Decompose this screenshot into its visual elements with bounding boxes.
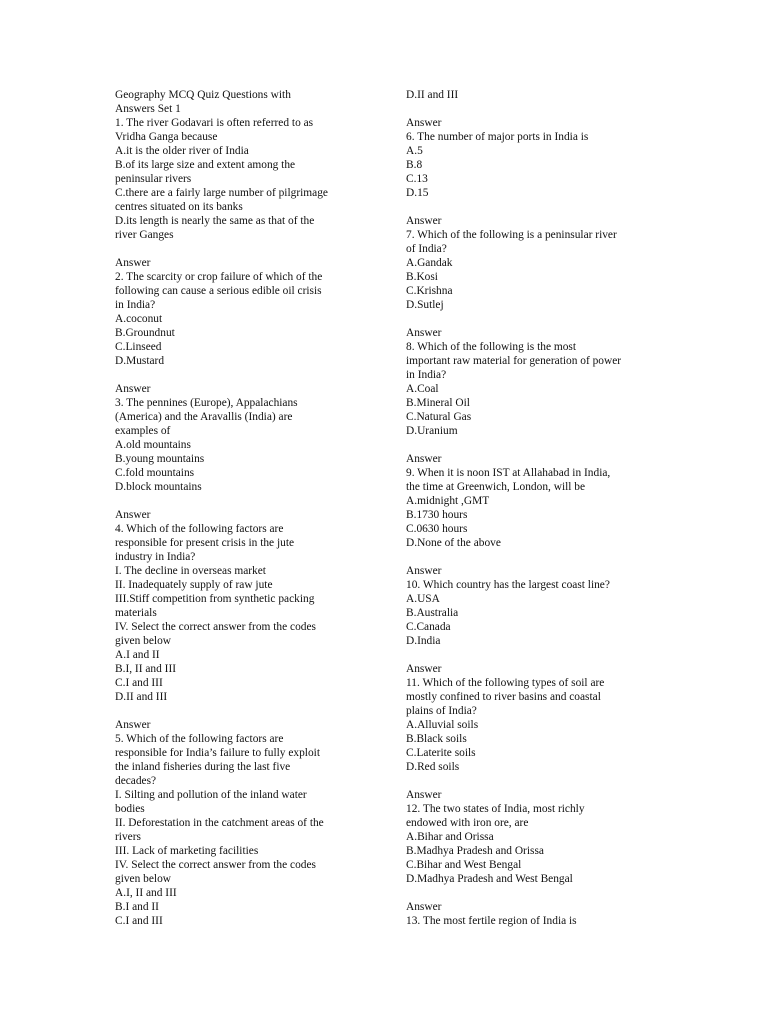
text-line: B.Groundnut <box>115 327 175 339</box>
text-line: D.Sutlej <box>406 299 444 311</box>
text-line: B.Kosi <box>406 271 438 283</box>
text-line: C.there are a fairly large number of pilgrimage <box>115 187 328 199</box>
text-line: C.Natural Gas <box>406 411 472 423</box>
text-line: 5. Which of the following factors are <box>115 733 284 745</box>
text-line: responsible for present crisis in the jute <box>115 537 295 549</box>
text-line: (America) and the Aravallis (India) are <box>115 411 293 423</box>
text-line: B.Mineral Oil <box>406 397 470 409</box>
answer-label: Answer <box>115 719 151 731</box>
text-line: important raw material for generation of power <box>406 355 622 367</box>
text-line: responsible for India’s failure to fully exploit <box>115 747 320 759</box>
text-line: D.its length is nearly the same as that of the <box>115 215 315 227</box>
blank-line <box>115 494 365 508</box>
blank-line <box>115 368 365 382</box>
text-line: D.II and III <box>406 89 459 101</box>
text-line: industry in India? <box>115 551 196 563</box>
text-line: Geography MCQ Quiz Questions with <box>115 89 291 101</box>
text-line: D.None of the above <box>406 537 501 549</box>
text-line: C.0630 hours <box>406 523 468 535</box>
text-line: IV. Select the correct answer from the codes <box>115 859 316 871</box>
answer-label: Answer <box>115 383 151 395</box>
text-line: II. Deforestation in the catchment areas of the <box>115 817 324 829</box>
text-line: D.15 <box>406 187 429 199</box>
answer-label: Answer <box>406 215 442 227</box>
text-line: D.Red soils <box>406 761 460 773</box>
text-line: B.1730 hours <box>406 509 468 521</box>
text-line: A.old mountains <box>115 439 191 451</box>
text-line: river Ganges <box>115 229 174 241</box>
text-line: B.Madhya Pradesh and Orissa <box>406 845 544 857</box>
text-line: 4. Which of the following factors are <box>115 523 284 535</box>
text-line: of India? <box>406 243 447 255</box>
text-line: given below <box>115 873 171 885</box>
answer-label: Answer <box>406 901 442 913</box>
text-line: 12. The two states of India, most richly <box>406 803 585 815</box>
text-line: C.Laterite soils <box>406 747 476 759</box>
text-line: in India? <box>115 299 156 311</box>
blank-line <box>406 312 658 326</box>
text-line: III.Stiff competition from synthetic packing <box>115 593 315 605</box>
blank-line <box>406 200 658 214</box>
text-line: C.13 <box>406 173 428 185</box>
text-line: given below <box>115 635 171 647</box>
text-line: C.Linseed <box>115 341 162 353</box>
text-line: 9. When it is noon IST at Allahabad in India, <box>406 467 611 479</box>
text-line: following can cause a serious edible oil crisis <box>115 285 322 297</box>
text-line: D.India <box>406 635 441 647</box>
blank-line <box>406 550 658 564</box>
text-line: B.young mountains <box>115 453 205 465</box>
text-line: 3. The pennines (Europe), Appalachians <box>115 397 298 409</box>
answer-label: Answer <box>406 327 442 339</box>
text-line: A.Bihar and Orissa <box>406 831 494 843</box>
text-line: B.Australia <box>406 607 459 619</box>
text-line: B.of its large size and extent among the <box>115 159 296 171</box>
text-line: 6. The number of major ports in India is <box>406 131 589 143</box>
text-line: the inland fisheries during the last five <box>115 761 291 773</box>
text-line: plains of India? <box>406 705 477 717</box>
text-line: 1. The river Godavari is often referred to as <box>115 117 314 129</box>
text-line: bodies <box>115 803 145 815</box>
answer-label: Answer <box>115 509 151 521</box>
right-text-column <box>406 88 658 928</box>
text-line: C.Krishna <box>406 285 453 297</box>
text-line: C.I and III <box>115 915 163 927</box>
text-line: 2. The scarcity or crop failure of which of the <box>115 271 323 283</box>
text-line: A.Alluvial soils <box>406 719 479 731</box>
text-line: B.Black soils <box>406 733 467 745</box>
text-line: IV. Select the correct answer from the codes <box>115 621 316 633</box>
text-line: D.block mountains <box>115 481 202 493</box>
text-line: B.I and II <box>115 901 159 913</box>
blank-line <box>406 648 658 662</box>
text-line: in India? <box>406 369 447 381</box>
text-line: Vridha Ganga because <box>115 131 218 143</box>
text-line: decades? <box>115 775 157 787</box>
text-line: centres situated on its banks <box>115 201 243 213</box>
text-line: A.I and II <box>115 649 160 661</box>
text-line: endowed with iron ore, are <box>406 817 529 829</box>
text-line: 13. The most fertile region of India is <box>406 915 577 927</box>
text-line: A.USA <box>406 593 440 605</box>
text-line: B.8 <box>406 159 423 171</box>
text-line: Answers Set 1 <box>115 103 181 115</box>
text-line: D.II and III <box>115 691 168 703</box>
text-line: D.Mustard <box>115 355 165 367</box>
text-line: materials <box>115 607 157 619</box>
text-line: A.Gandak <box>406 257 453 269</box>
text-line: B.I, II and III <box>115 663 177 675</box>
text-line: rivers <box>115 831 141 843</box>
blank-line <box>406 102 658 116</box>
text-line: A.midnight ,GMT <box>406 495 490 507</box>
answer-label: Answer <box>406 453 442 465</box>
text-line: A.Coal <box>406 383 439 395</box>
text-line: mostly confined to river basins and coastal <box>406 691 601 703</box>
text-line: II. Inadequately supply of raw jute <box>115 579 273 591</box>
text-line: C.Canada <box>406 621 451 633</box>
answer-label: Answer <box>406 565 442 577</box>
text-line: examples of <box>115 425 171 437</box>
text-line: peninsular rivers <box>115 173 192 185</box>
answer-label: Answer <box>115 257 151 269</box>
text-line: A.5 <box>406 145 423 157</box>
answer-label: Answer <box>406 663 442 675</box>
text-line: A.I, II and III <box>115 887 177 899</box>
text-line: 7. Which of the following is a peninsular river <box>406 229 617 241</box>
text-line: I. Silting and pollution of the inland water <box>115 789 307 801</box>
text-line: 8. Which of the following is the most <box>406 341 576 353</box>
text-line: A.coconut <box>115 313 163 325</box>
text-line: III. Lack of marketing facilities <box>115 845 259 857</box>
blank-line <box>406 438 658 452</box>
text-line: C.Bihar and West Bengal <box>406 859 522 871</box>
text-line: C.fold mountains <box>115 467 195 479</box>
blank-line <box>406 774 658 788</box>
text-line: 10. Which country has the largest coast line? <box>406 579 610 591</box>
answer-label: Answer <box>406 789 442 801</box>
left-text-column <box>115 88 365 928</box>
text-line: C.I and III <box>115 677 163 689</box>
text-line: I. The decline in overseas market <box>115 565 266 577</box>
blank-line <box>406 886 658 900</box>
text-line: the time at Greenwich, London, will be <box>406 481 586 493</box>
blank-line <box>115 242 365 256</box>
answer-label: Answer <box>406 117 442 129</box>
text-line: A.it is the older river of India <box>115 145 249 157</box>
text-line: 11. Which of the following types of soil are <box>406 677 605 689</box>
text-line: D.Uranium <box>406 425 458 437</box>
blank-line <box>115 704 365 718</box>
text-line: D.Madhya Pradesh and West Bengal <box>406 873 573 885</box>
